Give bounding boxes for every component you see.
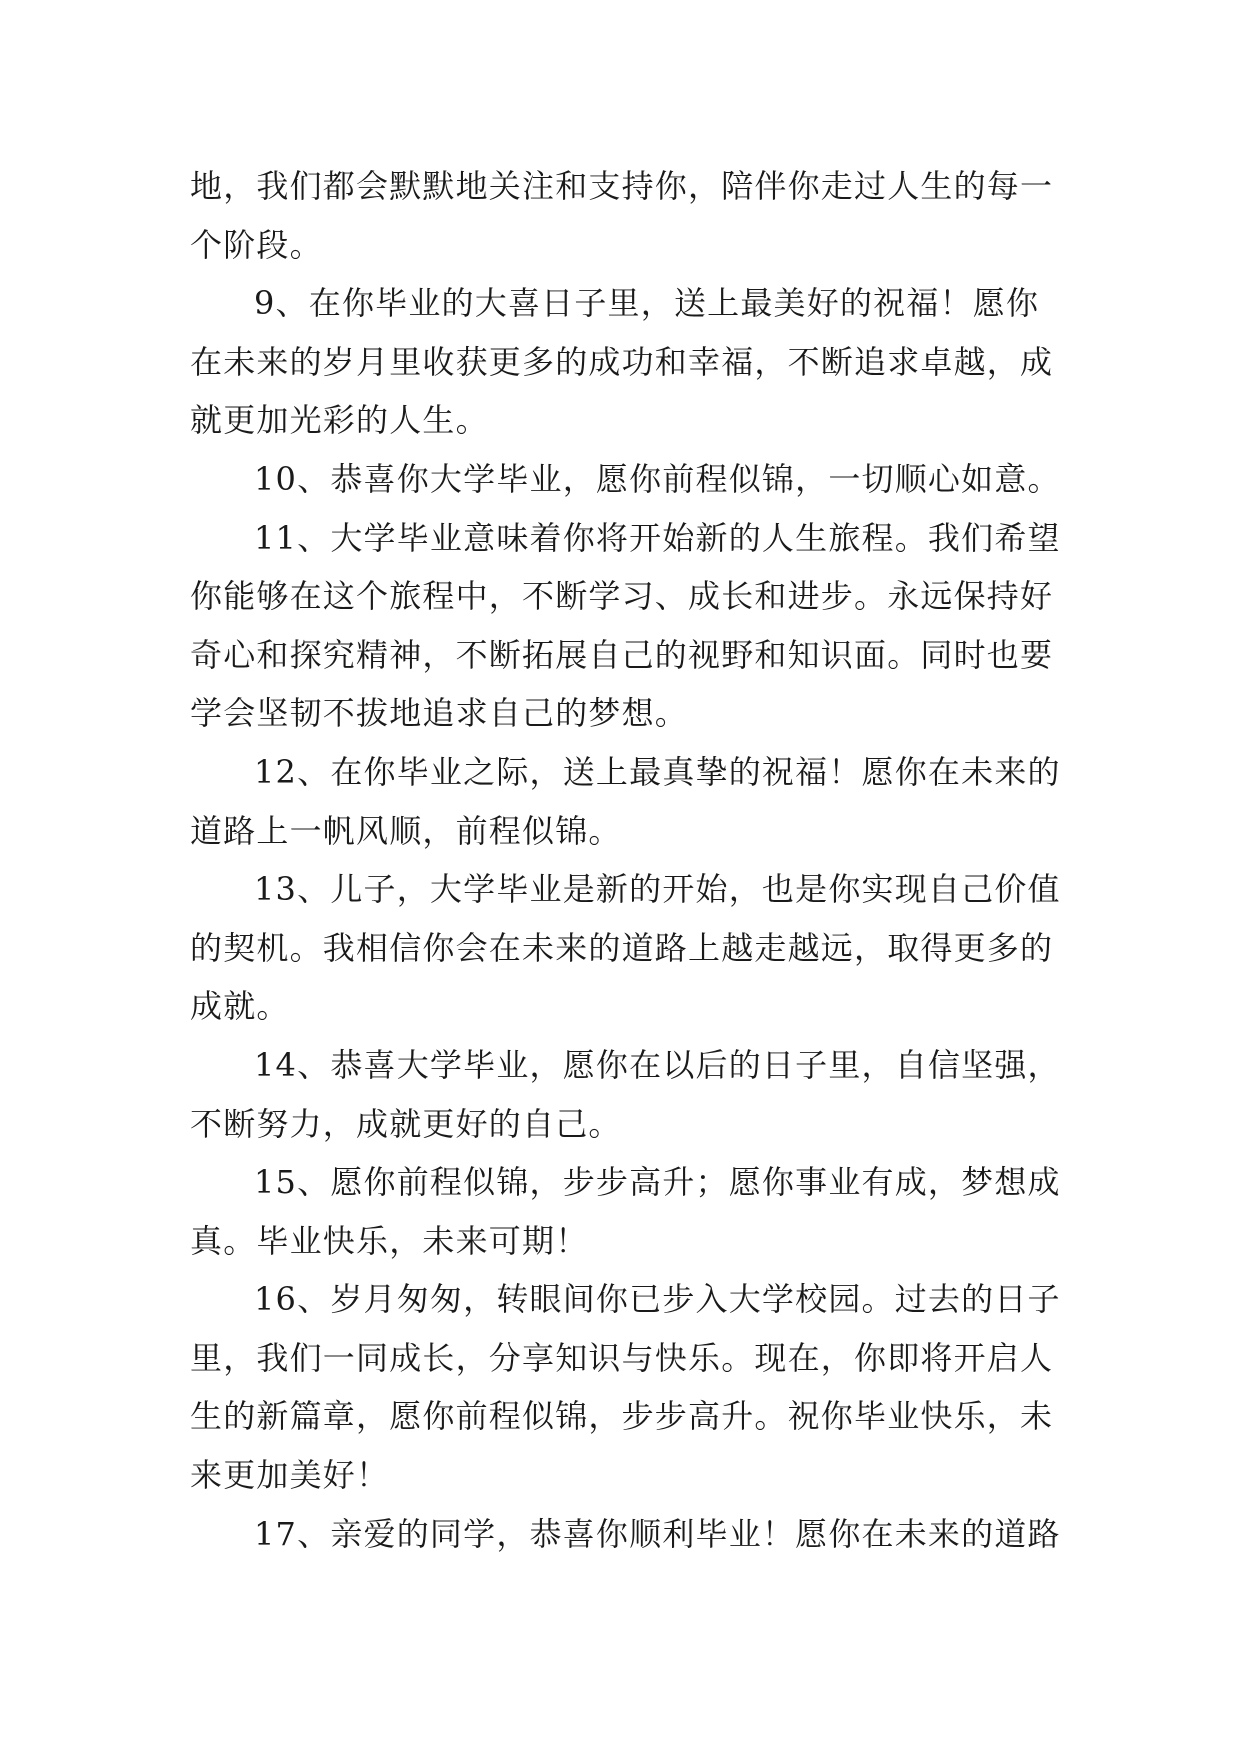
text-line: 在未来的岁月里收获更多的成功和幸福，不断追求卓越，成 <box>190 342 1054 381</box>
text-line: 学会坚韧不拔地追求自己的梦想。 <box>190 694 689 733</box>
text-line: 成就。 <box>190 987 290 1026</box>
text-line: 就更加光彩的人生。 <box>190 401 489 440</box>
text-line: 道路上一帆风顺，前程似锦。 <box>190 811 622 850</box>
text-line: 奇心和探究精神，不断拓展自己的视野和知识面。同时也要 <box>190 635 1054 674</box>
text-line: 9、在你毕业的大喜日子里，送上最美好的祝福！愿你 <box>254 284 1040 323</box>
text-line: 来更加美好！ <box>190 1456 390 1495</box>
text-line: 13、儿子，大学毕业是新的开始，也是你实现自己价值 <box>254 870 1061 909</box>
text-line: 11、大学毕业意味着你将开始新的人生旅程。我们希望 <box>254 518 1061 557</box>
text-line: 14、恭喜大学毕业，愿你在以后的日子里，自信坚强， <box>254 1045 1061 1084</box>
text-line: 生的新篇章，愿你前程似锦，步步高升。祝你毕业快乐，未 <box>190 1397 1054 1436</box>
text-line: 12、在你毕业之际，送上最真挚的祝福！愿你在未来的 <box>254 752 1061 791</box>
text-line: 个阶段。 <box>190 225 323 264</box>
text-line: 地，我们都会默默地关注和支持你，陪伴你走过人生的每一 <box>190 167 1054 205</box>
text-line: 16、岁月匆匆，转眼间你已步入大学校园。过去的日子 <box>254 1280 1061 1319</box>
text-line: 你能够在这个旅程中，不断学习、成长和进步。永远保持好 <box>190 577 1054 616</box>
text-line: 15、愿你前程似锦，步步高升；愿你事业有成，梦想成 <box>254 1163 1061 1202</box>
text-line: 真。毕业快乐，未来可期！ <box>190 1221 589 1260</box>
text-line: 10、恭喜你大学毕业，愿你前程似锦，一切顺心如意。 <box>254 459 1061 498</box>
text-line: 的契机。我相信你会在未来的道路上越走越远，取得更多的 <box>190 928 1054 967</box>
text-line: 里，我们一同成长，分享知识与快乐。现在，你即将开启人 <box>190 1338 1054 1377</box>
text-line: 不断努力，成就更好的自己。 <box>190 1104 622 1143</box>
body-text <box>190 157 1070 1563</box>
text-line: 17、亲爱的同学，恭喜你顺利毕业！愿你在未来的道路 <box>254 1514 1061 1553</box>
